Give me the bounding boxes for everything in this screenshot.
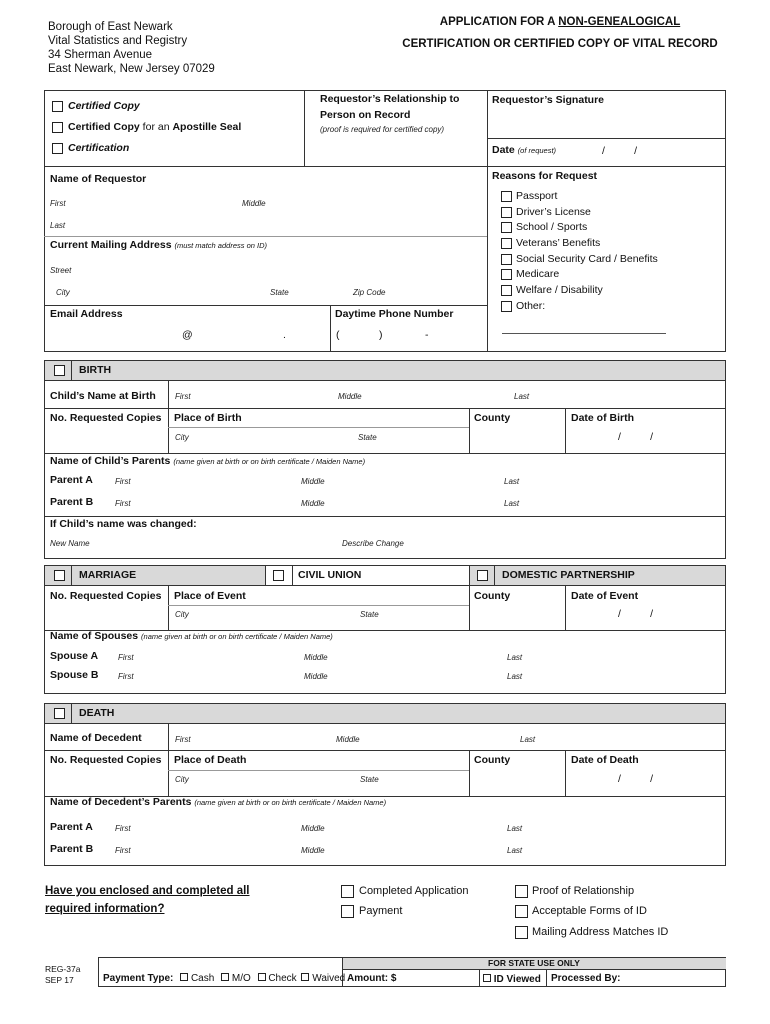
middle-label: Middle [336, 735, 360, 744]
payment-label: Payment [359, 905, 403, 917]
acceptable-id-label: Acceptable Forms of ID [532, 905, 647, 917]
apostille-label [68, 121, 241, 133]
first-label: First [115, 477, 131, 486]
middle-label: Middle [301, 477, 325, 486]
id-viewed-label: ID Viewed [493, 974, 541, 985]
new-name-label: New Name [50, 539, 90, 548]
title-underlined: NON-GENEALOGICAL [558, 16, 681, 28]
last-label: Last [514, 392, 530, 401]
email-dot: . [283, 329, 286, 341]
date-of-birth-label: Date of Birth [571, 412, 634, 424]
last-label: Last [504, 477, 520, 486]
county-label: County [474, 590, 511, 602]
date-slashes: / / [618, 431, 654, 443]
last-label: Last [507, 824, 523, 833]
birth-band [44, 360, 726, 381]
check-checkbox[interactable] [258, 973, 266, 981]
place-of-death-label: Place of Death [174, 754, 247, 766]
phone-open: ( [336, 329, 340, 341]
waived-checkbox[interactable] [301, 973, 309, 981]
divider [71, 360, 72, 381]
divider [494, 565, 495, 586]
divider [168, 724, 169, 796]
first-label: First [118, 672, 134, 681]
divider [487, 138, 726, 139]
divider [342, 969, 726, 970]
social-security-checkbox[interactable] [501, 254, 512, 265]
divider [44, 236, 487, 237]
date-slashes: / / [618, 608, 654, 620]
first-label: First [175, 735, 191, 744]
divider [479, 969, 480, 987]
marriage-checkbox[interactable] [54, 570, 65, 581]
waived-label: Waived [312, 973, 346, 984]
place-of-event-label: Place of Event [174, 590, 246, 602]
form-code: REG-37a [45, 964, 81, 974]
civil-union-label: CIVIL UNION [298, 569, 362, 581]
first-label: First [118, 653, 134, 662]
proof-of-relationship-label: Proof of Relationship [532, 885, 635, 897]
name-of-requestor-label: Name of Requestor [50, 173, 147, 185]
describe-change-label: Describe Change [342, 539, 404, 548]
divider [546, 969, 547, 987]
divider [565, 408, 566, 453]
payment-type-label: Payment Type: [103, 973, 174, 984]
id-viewed-row [483, 974, 541, 985]
reason-drivers-license: Driver’s License [516, 206, 591, 218]
other-line [502, 333, 666, 334]
reason-veterans: Veterans’ Benefits [516, 237, 601, 249]
certification-label: Certification [68, 142, 130, 154]
first-label: First [115, 499, 131, 508]
spouse-a-label: Spouse A [50, 650, 99, 662]
city-label: City [175, 433, 189, 442]
divider [168, 427, 469, 428]
divider [469, 586, 470, 630]
parent-b-label: Parent B [50, 496, 94, 508]
email-label: Email Address [50, 308, 123, 320]
civil-union-checkbox[interactable] [273, 570, 284, 581]
completed-application-checkbox[interactable] [341, 885, 354, 898]
last-label: Last [520, 735, 536, 744]
first-label: First [50, 199, 66, 208]
relationship-label: Requestor’s Relationship to [320, 93, 460, 105]
divider [469, 408, 470, 453]
divider [44, 750, 726, 751]
address-matches-label: Mailing Address Matches ID [532, 926, 669, 938]
mailing-note: (must match address on ID) [174, 241, 267, 250]
divider [469, 750, 470, 796]
domestic-partnership-checkbox[interactable] [477, 570, 488, 581]
medicare-checkbox[interactable] [501, 269, 512, 280]
passport-checkbox[interactable] [501, 191, 512, 202]
divider [469, 565, 470, 586]
place-of-birth-label: Place of Birth [174, 412, 242, 424]
middle-label: Middle [301, 824, 325, 833]
first-label: First [115, 824, 131, 833]
checklist-question-1: Have you enclosed and completed all [45, 885, 250, 897]
marriage-band-label: MARRIAGE [79, 569, 137, 581]
last-label: Last [50, 221, 66, 230]
birth-checkbox[interactable] [54, 365, 65, 376]
divider [44, 166, 487, 167]
city-label: City [56, 288, 70, 297]
reason-passport: Passport [516, 190, 558, 202]
divider [44, 305, 487, 306]
date-of-event-label: Date of Event [571, 590, 639, 602]
check-label: Check [268, 973, 297, 984]
divider [44, 516, 726, 517]
divider [168, 586, 169, 630]
school-sports-checkbox[interactable] [501, 222, 512, 233]
apostille-checkbox[interactable] [52, 122, 63, 133]
payment-checkbox[interactable] [341, 905, 354, 918]
reason-medicare: Medicare [516, 268, 560, 280]
completed-application-label: Completed Application [359, 885, 469, 897]
id-viewed-checkbox[interactable] [483, 974, 491, 982]
parents-label-text: Name of Child’s Parents [50, 455, 171, 467]
reason-school-sports: School / Sports [516, 221, 588, 233]
address-line: 34 Sherman Avenue [48, 49, 153, 61]
last-label: Last [507, 653, 523, 662]
form-title-line2: CERTIFICATION OR CERTIFIED COPY OF VITAL RECORD [402, 38, 718, 50]
name-changed-label: If Child’s name was changed: [50, 518, 197, 530]
amount-label: Amount: $ [347, 973, 397, 984]
divider [168, 381, 169, 453]
date-label-text: Date [492, 144, 515, 156]
divider [487, 166, 726, 167]
decedent-label: Name of Decedent [50, 732, 142, 744]
signature-label: Requestor’s Signature [492, 94, 605, 106]
parents-note: (name given at birth or on birth certificate / Maiden Name) [173, 457, 366, 466]
decedent-parents-label-text: Name of Decedent’s Parents [50, 796, 192, 808]
divider [168, 605, 469, 606]
apostille-mid: for an [139, 121, 173, 133]
decedent-parents-label [50, 796, 386, 808]
divider [565, 750, 566, 796]
last-label: Last [507, 672, 523, 681]
city-label: City [175, 610, 189, 619]
last-label: Last [507, 846, 523, 855]
date-of-death-label: Date of Death [571, 754, 639, 766]
certification-checkbox[interactable] [52, 143, 63, 154]
divider [304, 90, 305, 166]
agency-address [48, 20, 215, 76]
mailing-address-label [50, 239, 267, 251]
email-at: @ [182, 329, 193, 341]
zip-label: Zip Code [353, 288, 386, 297]
acceptable-id-checkbox[interactable] [515, 905, 528, 918]
phone-label: Daytime Phone Number [335, 308, 454, 320]
welfare-checkbox[interactable] [501, 285, 512, 296]
decedent-parents-note: (name given at birth or on birth certificate / Maiden Name) [194, 798, 387, 807]
phone-close: ) [379, 329, 383, 341]
address-line: Vital Statistics and Registry [48, 35, 188, 47]
state-use-label: FOR STATE USE ONLY [488, 958, 580, 968]
county-label: County [474, 754, 511, 766]
reason-welfare: Welfare / Disability [516, 284, 603, 296]
address-line: Borough of East Newark [48, 21, 173, 33]
spouse-b-label: Spouse B [50, 669, 99, 681]
city-label: City [175, 775, 189, 784]
domestic-partnership-label: DOMESTIC PARTNERSHIP [502, 569, 635, 581]
date-label [492, 144, 556, 156]
other-checkbox[interactable] [501, 301, 512, 312]
divider [487, 90, 488, 352]
parent-a-label: Parent A [50, 821, 93, 833]
processed-by-label: Processed By: [551, 973, 621, 984]
reasons-label: Reasons for Request [492, 170, 598, 182]
proof-of-relationship-checkbox[interactable] [515, 885, 528, 898]
state-label: State [360, 775, 379, 784]
state-label: State [358, 433, 377, 442]
phone-dash: - [425, 329, 429, 341]
death-checkbox[interactable] [54, 708, 65, 719]
address-matches-checkbox[interactable] [515, 926, 528, 939]
checklist-question-2: required information? [45, 903, 165, 915]
first-label: First [115, 846, 131, 855]
relationship-label-2: Person on Record [320, 109, 411, 121]
middle-label: Middle [338, 392, 362, 401]
last-label: Last [504, 499, 520, 508]
cash-checkbox[interactable] [180, 973, 188, 981]
spouses-label [50, 630, 333, 642]
middle-label: Middle [304, 653, 328, 662]
form-title-line1 [380, 16, 740, 28]
parent-b-label: Parent B [50, 843, 94, 855]
cash-label: Cash [190, 973, 215, 984]
veterans-checkbox[interactable] [501, 238, 512, 249]
state-label: State [360, 610, 379, 619]
death-band-label: DEATH [79, 707, 115, 719]
mo-label: M/O [231, 973, 251, 984]
apostille-bold: Apostille Seal [172, 121, 242, 133]
relationship-note: (proof is required for certified copy) [320, 125, 445, 134]
copies-label: No. Requested Copies [50, 754, 162, 766]
address-line: East Newark, New Jersey 07029 [48, 63, 215, 75]
divider [565, 586, 566, 630]
payment-type-row [103, 973, 345, 984]
copies-label: No. Requested Copies [50, 412, 162, 424]
death-band [44, 703, 726, 724]
date-slashes: / / [602, 145, 638, 157]
certified-copy-checkbox[interactable] [52, 101, 63, 112]
title-prefix: APPLICATION FOR A [439, 16, 559, 28]
divider [44, 453, 726, 454]
date-note: (of request) [517, 146, 557, 155]
divider [71, 565, 72, 586]
birth-band-label: BIRTH [79, 364, 112, 376]
date-slashes: / / [618, 773, 654, 785]
spouses-label-text: Name of Spouses [50, 630, 139, 642]
copies-label: No. Requested Copies [50, 590, 162, 602]
middle-label: Middle [304, 672, 328, 681]
reason-social-security: Social Security Card / Benefits [516, 253, 658, 265]
spouses-note: (name given at birth or on birth certificate / Maiden Name) [141, 632, 333, 641]
drivers-license-checkbox[interactable] [501, 207, 512, 218]
divider [44, 408, 726, 409]
apostille-prefix: Certified Copy [68, 121, 140, 133]
middle-label: Middle [301, 499, 325, 508]
divider [168, 770, 469, 771]
reason-other: Other: [516, 300, 546, 312]
childs-name-label: Child’s Name at Birth [50, 390, 156, 402]
civil-union-cell [266, 566, 469, 585]
mo-checkbox[interactable] [221, 973, 229, 981]
state-label: State [270, 288, 289, 297]
parents-label [50, 455, 365, 467]
certified-copy-label: Certified Copy [68, 100, 140, 112]
divider [330, 305, 331, 352]
middle-label: Middle [301, 846, 325, 855]
mailing-label-text: Current Mailing Address [50, 239, 172, 251]
street-label: Street [50, 266, 72, 275]
county-label: County [474, 412, 511, 424]
divider [71, 703, 72, 724]
divider [292, 565, 293, 586]
first-label: First [175, 392, 191, 401]
form-date: SEP 17 [45, 975, 74, 985]
parent-a-label: Parent A [50, 474, 93, 486]
middle-label: Middle [242, 199, 266, 208]
